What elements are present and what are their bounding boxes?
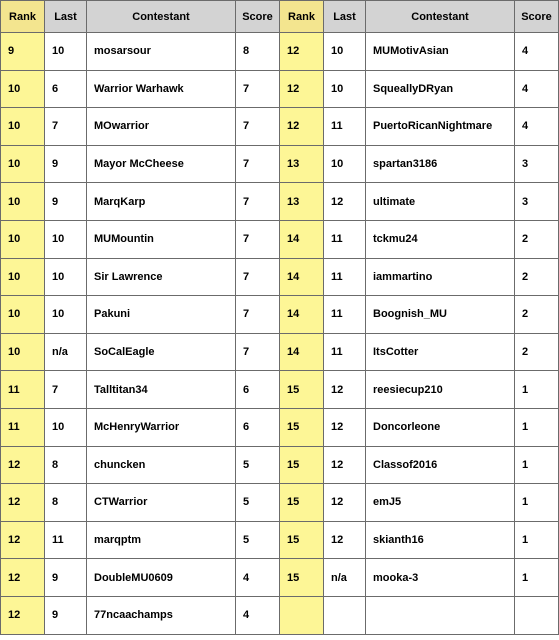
last-cell: 10 [45, 33, 87, 71]
header-score: Score [515, 1, 559, 33]
score-cell: 4 [515, 70, 559, 108]
last-cell: 12 [324, 446, 366, 484]
last-cell: 6 [45, 70, 87, 108]
contestant-cell: reesiecup210 [366, 371, 515, 409]
contestant-cell: SqueallyDRyan [366, 70, 515, 108]
contestant-cell: Pakuni [87, 296, 236, 334]
last-cell: 9 [45, 559, 87, 597]
table-row [1, 333, 559, 371]
contestant-cell: CTWarrior [87, 484, 236, 522]
table-row [1, 258, 559, 296]
rank-cell: 10 [1, 258, 45, 296]
table-row [1, 33, 559, 71]
contestant-cell: MUMountin [87, 220, 236, 258]
score-cell: 3 [515, 183, 559, 221]
table-row [1, 371, 559, 409]
score-cell: 2 [515, 296, 559, 334]
last-cell: 12 [324, 183, 366, 221]
header-row [1, 1, 559, 33]
score-cell: 7 [236, 108, 280, 146]
table-row [1, 220, 559, 258]
rank-cell: 12 [1, 596, 45, 634]
rank-cell: 15 [280, 521, 324, 559]
table-row [1, 521, 559, 559]
table-row [1, 596, 559, 634]
table-row [1, 559, 559, 597]
contestant-cell: MUMotivAsian [366, 33, 515, 71]
rank-cell: 14 [280, 296, 324, 334]
last-cell: 7 [45, 108, 87, 146]
rank-cell: 10 [1, 296, 45, 334]
score-cell: 6 [236, 371, 280, 409]
rank-cell: 13 [280, 183, 324, 221]
rank-cell: 12 [280, 70, 324, 108]
rank-cell: 14 [280, 258, 324, 296]
score-cell: 7 [236, 296, 280, 334]
last-cell: 8 [45, 446, 87, 484]
header-contestant: Contestant [87, 1, 236, 33]
contestant-cell [366, 596, 515, 634]
contestant-cell: Boognish_MU [366, 296, 515, 334]
last-cell: 12 [324, 408, 366, 446]
rank-cell: 15 [280, 446, 324, 484]
last-cell: 11 [324, 108, 366, 146]
rank-cell: 12 [1, 521, 45, 559]
contestant-cell: Talltitan34 [87, 371, 236, 409]
contestant-cell: ItsCotter [366, 333, 515, 371]
rank-cell: 12 [1, 559, 45, 597]
score-cell: 2 [515, 333, 559, 371]
score-cell: 7 [236, 258, 280, 296]
contestant-cell: MarqKarp [87, 183, 236, 221]
contestant-cell: ultimate [366, 183, 515, 221]
score-cell: 7 [236, 70, 280, 108]
last-cell: 12 [324, 371, 366, 409]
rank-cell [280, 596, 324, 634]
contestant-cell: skianth16 [366, 521, 515, 559]
score-cell: 7 [236, 183, 280, 221]
rank-cell: 12 [1, 484, 45, 522]
score-cell: 8 [236, 33, 280, 71]
header-contestant: Contestant [366, 1, 515, 33]
rank-cell: 14 [280, 333, 324, 371]
contestant-cell: DoubleMU0609 [87, 559, 236, 597]
score-cell: 5 [236, 484, 280, 522]
contestant-cell: SoCalEagle [87, 333, 236, 371]
score-cell: 4 [236, 596, 280, 634]
rank-cell: 15 [280, 559, 324, 597]
table-row [1, 70, 559, 108]
rank-cell: 10 [1, 70, 45, 108]
score-cell: 4 [236, 559, 280, 597]
table-row [1, 446, 559, 484]
score-cell: 1 [515, 446, 559, 484]
score-cell: 1 [515, 559, 559, 597]
last-cell: 10 [324, 70, 366, 108]
last-cell: 11 [324, 258, 366, 296]
score-cell: 6 [236, 408, 280, 446]
standings-body [1, 33, 559, 635]
score-cell: 4 [515, 33, 559, 71]
last-cell: n/a [324, 559, 366, 597]
last-cell: 11 [324, 333, 366, 371]
last-cell: 7 [45, 371, 87, 409]
contestant-cell: PuertoRicanNightmare [366, 108, 515, 146]
table-row [1, 296, 559, 334]
header-rank: Rank [1, 1, 45, 33]
score-cell: 3 [515, 145, 559, 183]
last-cell: 10 [45, 408, 87, 446]
header-score: Score [236, 1, 280, 33]
table-row [1, 145, 559, 183]
rank-cell: 12 [280, 33, 324, 71]
contestant-cell: 77ncaachamps [87, 596, 236, 634]
rank-cell: 12 [280, 108, 324, 146]
contestant-cell: McHenryWarrior [87, 408, 236, 446]
table-row [1, 408, 559, 446]
rank-cell: 14 [280, 220, 324, 258]
contestant-cell: Classof2016 [366, 446, 515, 484]
last-cell: 10 [45, 296, 87, 334]
score-cell [515, 596, 559, 634]
score-cell: 1 [515, 484, 559, 522]
rank-cell: 11 [1, 371, 45, 409]
score-cell: 2 [515, 220, 559, 258]
last-cell: 10 [324, 145, 366, 183]
contestant-cell: marqptm [87, 521, 236, 559]
table-row [1, 108, 559, 146]
score-cell: 5 [236, 521, 280, 559]
last-cell: 9 [45, 183, 87, 221]
contestant-cell: tckmu24 [366, 220, 515, 258]
score-cell: 1 [515, 408, 559, 446]
rank-cell: 15 [280, 484, 324, 522]
contestant-cell: MOwarrior [87, 108, 236, 146]
rank-cell: 10 [1, 108, 45, 146]
rank-cell: 15 [280, 371, 324, 409]
last-cell: 12 [324, 521, 366, 559]
rank-cell: 10 [1, 333, 45, 371]
header-rank: Rank [280, 1, 324, 33]
last-cell: 11 [324, 296, 366, 334]
score-cell: 1 [515, 371, 559, 409]
score-cell: 1 [515, 521, 559, 559]
header-last: Last [45, 1, 87, 33]
contestant-cell: Doncorleone [366, 408, 515, 446]
last-cell: 10 [324, 33, 366, 71]
score-cell: 4 [515, 108, 559, 146]
contestant-cell: Warrior Warhawk [87, 70, 236, 108]
contestant-cell: mosarsour [87, 33, 236, 71]
contestant-cell: mooka-3 [366, 559, 515, 597]
rank-cell: 9 [1, 33, 45, 71]
contestant-cell: Sir Lawrence [87, 258, 236, 296]
score-cell: 7 [236, 220, 280, 258]
last-cell: 9 [45, 596, 87, 634]
contestant-cell: spartan3186 [366, 145, 515, 183]
rank-cell: 10 [1, 220, 45, 258]
table-row [1, 183, 559, 221]
last-cell: 10 [45, 220, 87, 258]
rank-cell: 10 [1, 145, 45, 183]
last-cell: 8 [45, 484, 87, 522]
header-last: Last [324, 1, 366, 33]
rank-cell: 15 [280, 408, 324, 446]
last-cell: n/a [45, 333, 87, 371]
contestant-cell: chuncken [87, 446, 236, 484]
last-cell: 11 [324, 220, 366, 258]
last-cell: 9 [45, 145, 87, 183]
score-cell: 7 [236, 333, 280, 371]
rank-cell: 13 [280, 145, 324, 183]
score-cell: 5 [236, 446, 280, 484]
last-cell [324, 596, 366, 634]
score-cell: 7 [236, 145, 280, 183]
rank-cell: 11 [1, 408, 45, 446]
last-cell: 12 [324, 484, 366, 522]
contestant-cell: iammartino [366, 258, 515, 296]
rank-cell: 12 [1, 446, 45, 484]
last-cell: 11 [45, 521, 87, 559]
contestant-cell: emJ5 [366, 484, 515, 522]
table-row [1, 484, 559, 522]
contestant-cell: Mayor McCheese [87, 145, 236, 183]
last-cell: 10 [45, 258, 87, 296]
score-cell: 2 [515, 258, 559, 296]
rank-cell: 10 [1, 183, 45, 221]
